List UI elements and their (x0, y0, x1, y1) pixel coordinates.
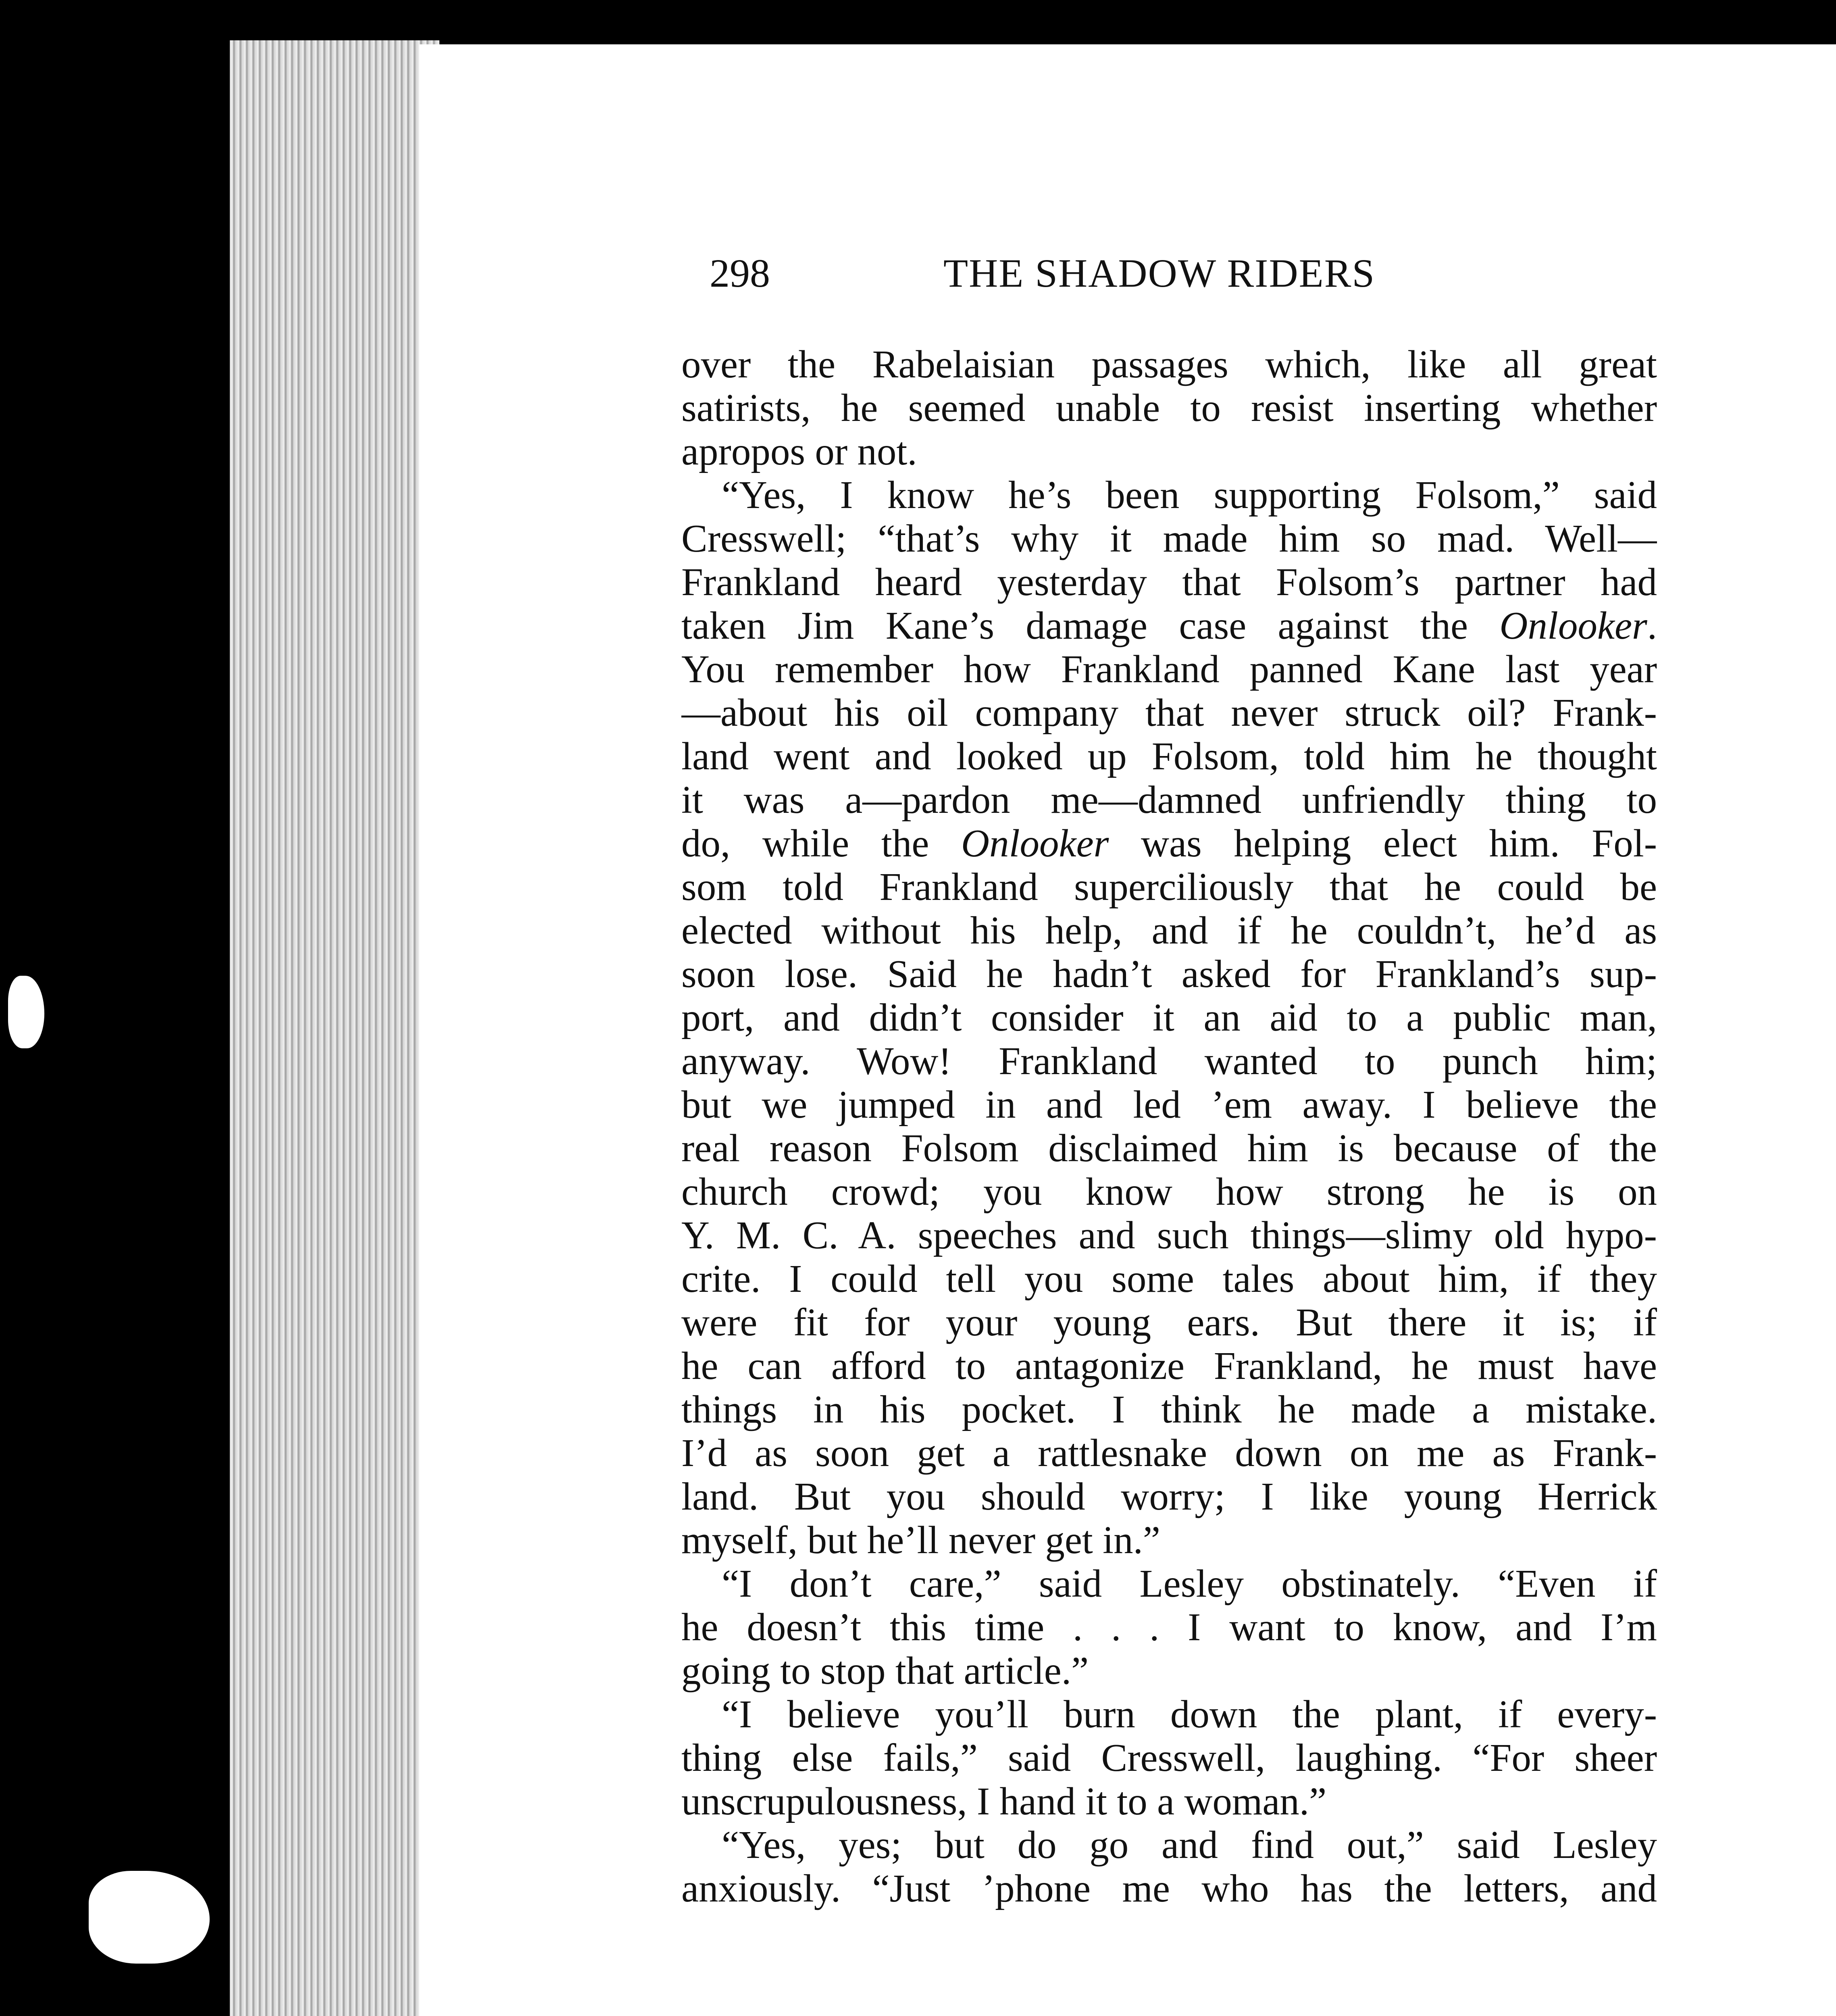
text-line: You remember how Frankland panned Kane last year (681, 648, 1657, 691)
text-line: “Yes, I know he’s been supporting Folsom,” said (722, 473, 1657, 516)
paper-damage-spot (8, 976, 44, 1048)
text-line: Y. M. C. A. speeches and such things—slimy old hypo- (681, 1214, 1657, 1257)
page-header (710, 250, 1435, 310)
body-text (681, 343, 1657, 1910)
text-line: I’d as soon get a rattlesnake down on me as Frank- (681, 1431, 1657, 1475)
text-line: apropos or not. (681, 430, 917, 473)
text-line: —about his oil company that never struck oil? Frank- (681, 691, 1657, 734)
running-title: THE SHADOW RIDERS (943, 251, 1376, 296)
text-line: “I believe you’ll burn down the plant, if every- (722, 1693, 1657, 1736)
text-line: “I don’t care,” said Lesley obstinately. “Even if (722, 1562, 1657, 1605)
text-line: over the Rabelaisian passages which, like all great (681, 343, 1657, 386)
text-line: it was a—pardon me—damned unfriendly thing to (681, 778, 1657, 821)
text-line: thing else fails,” said Cresswell, laughing. “For sheer (681, 1736, 1657, 1779)
page-edge (230, 40, 439, 2016)
text-line: things in his pocket. I think he made a mistake. (681, 1388, 1657, 1431)
text-line: he can afford to antagonize Frankland, he must have (681, 1344, 1657, 1387)
text-line: were fit for your young ears. But there it is; if (681, 1301, 1657, 1344)
text-line: but we jumped in and led ’em away. I believe the (681, 1083, 1657, 1126)
text-line: he doesn’t this time . . . I want to know, and I’m (681, 1606, 1657, 1649)
text-line: taken Jim Kane’s damage case against the Onlooker. (681, 604, 1657, 647)
text-line: som told Frankland superciliously that he could be (681, 865, 1657, 908)
text-line: satirists, he seemed unable to resist inserting whether (681, 386, 1657, 429)
paper-damage-spot (89, 1871, 210, 1964)
text-line: elected without his help, and if he couldn’t, he’d as (681, 909, 1657, 952)
text-line: “Yes, yes; but do go and find out,” said Lesley (722, 1823, 1657, 1866)
publication-name: Onlooker (961, 822, 1109, 865)
text-line: Cresswell; “that’s why it made him so mad. Well— (681, 517, 1657, 560)
text-line: unscrupulousness, I hand it to a woman.” (681, 1780, 1327, 1823)
text-line: land went and looked up Folsom, told him he thought (681, 735, 1657, 778)
text-line: anxiously. “Just ’phone me who has the letters, and (681, 1867, 1657, 1910)
publication-name: Onlooker (1499, 604, 1647, 647)
text-line: church crowd; you know how strong he is on (681, 1170, 1657, 1213)
text-line: Frankland heard yesterday that Folsom’s partner had (681, 560, 1657, 604)
text-line: do, while the Onlooker was helping elect him. Fol- (681, 822, 1657, 865)
text-line: going to stop that article.” (681, 1649, 1089, 1692)
text-line: port, and didn’t consider it an aid to a public man, (681, 996, 1657, 1039)
text-line: myself, but he’ll never get in.” (681, 1518, 1160, 1562)
page-number: 298 (710, 251, 770, 296)
text-line: crite. I could tell you some tales about him, if they (681, 1257, 1657, 1300)
text-line: soon lose. Said he hadn’t asked for Frankland’s sup- (681, 952, 1657, 996)
text-line: land. But you should worry; I like young Herrick (681, 1475, 1657, 1518)
text-line: real reason Folsom disclaimed him is because of the (681, 1127, 1657, 1170)
text-line: anyway. Wow! Frankland wanted to punch him; (681, 1039, 1657, 1083)
